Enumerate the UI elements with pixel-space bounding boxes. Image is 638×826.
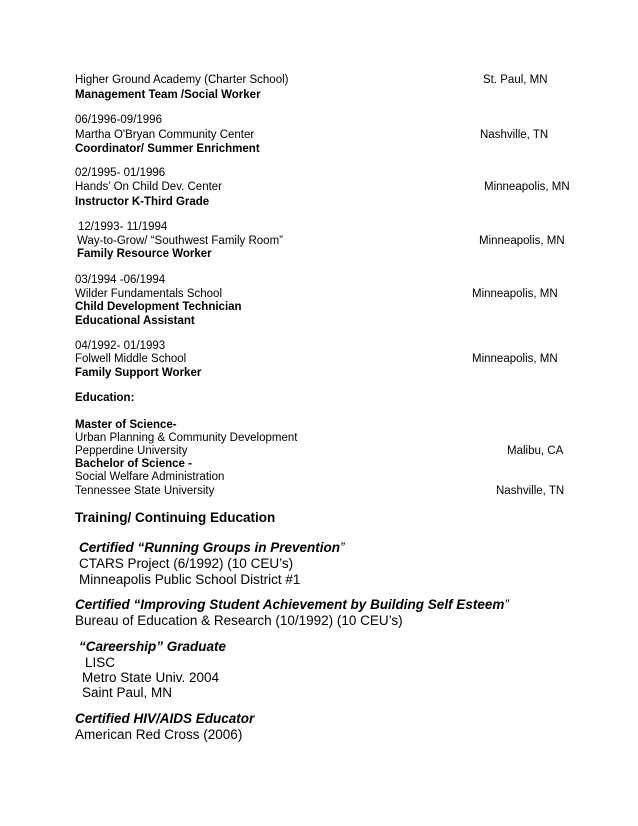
- employment-dates: 02/1995- 01/1996: [75, 167, 166, 179]
- school-name: Tennessee State University: [75, 485, 215, 497]
- employer-name: Way-to-Grow/ “Southwest Family Room”: [77, 235, 283, 247]
- cert-name: “Improving Student Achievement by Building Self Esteem: [133, 597, 505, 612]
- job-title: Coordinator/ Summer Enrichment: [75, 143, 260, 155]
- degree-field: Urban Planning & Community Development: [75, 432, 298, 444]
- employment-dates: 12/1993- 11/1994: [78, 221, 168, 233]
- cert-detail: Minneapolis Public School District #1: [79, 572, 301, 587]
- degree-field: Social Welfare Administration: [75, 471, 225, 483]
- training-heading: Training/ Continuing Education: [75, 510, 276, 525]
- employer-location: St. Paul, MN: [483, 74, 548, 86]
- cert-prefix: Certified: [75, 597, 130, 612]
- education-heading: Education:: [75, 392, 135, 404]
- employer-location: Minneapolis, MN: [472, 288, 558, 300]
- job-title: Family Support Worker: [75, 367, 202, 379]
- cert-detail: LISC: [85, 655, 116, 670]
- cert-close-quote: ”: [504, 597, 509, 612]
- employment-dates: 03/1994 -06/1994: [75, 274, 166, 286]
- job-title: Management Team /Social Worker: [75, 89, 261, 101]
- employment-dates: 04/1992- 01/1993: [75, 340, 166, 352]
- job-title-secondary: Educational Assistant: [75, 315, 195, 327]
- employer-name: Folwell Middle School: [75, 353, 187, 365]
- employer-name: Martha O'Bryan Community Center: [75, 129, 255, 141]
- employer-location: Minneapolis, MN: [479, 235, 565, 247]
- school-location: Nashville, TN: [496, 485, 565, 497]
- cert-prefix: Certified: [79, 540, 134, 555]
- degree-title: Master of Science-: [75, 419, 177, 431]
- certification-title: Certified HIV/AIDS Educator: [75, 711, 255, 726]
- job-title: Instructor K-Third Grade: [75, 196, 210, 208]
- cert-close-quote: ”: [340, 540, 345, 555]
- employment-dates: 06/1996-09/1996: [75, 114, 162, 126]
- cert-detail: CTARS Project (6/1992) (10 CEU’s): [79, 556, 294, 571]
- cert-detail: Saint Paul, MN: [82, 685, 173, 700]
- employer-name: Wilder Fundamentals School: [75, 288, 223, 300]
- school-name: Pepperdine University: [75, 445, 188, 457]
- cert-name: “Running Groups in Prevention: [137, 540, 341, 555]
- cert-detail: Bureau of Education & Research (10/1992) (10 CEU’s): [75, 613, 403, 628]
- school-location: Malibu, CA: [507, 445, 564, 457]
- employer-name: Hands’ On Child Dev. Center: [75, 181, 223, 193]
- certification-title: [75, 597, 509, 613]
- employer-name: Higher Ground Academy (Charter School): [75, 74, 289, 86]
- employer-location: Minneapolis, MN: [472, 353, 558, 365]
- employer-location: Minneapolis, MN: [484, 181, 570, 193]
- certification-title: [79, 540, 345, 556]
- cert-detail: Metro State Univ. 2004: [82, 670, 220, 685]
- degree-title: Bachelor of Science -: [75, 458, 192, 470]
- cert-detail: American Red Cross (2006): [75, 727, 243, 742]
- job-title: Child Development Technician: [75, 301, 242, 313]
- job-title: Family Resource Worker: [77, 248, 212, 260]
- certification-title: “Careership” Graduate: [79, 639, 227, 654]
- employer-location: Nashville, TN: [480, 129, 549, 141]
